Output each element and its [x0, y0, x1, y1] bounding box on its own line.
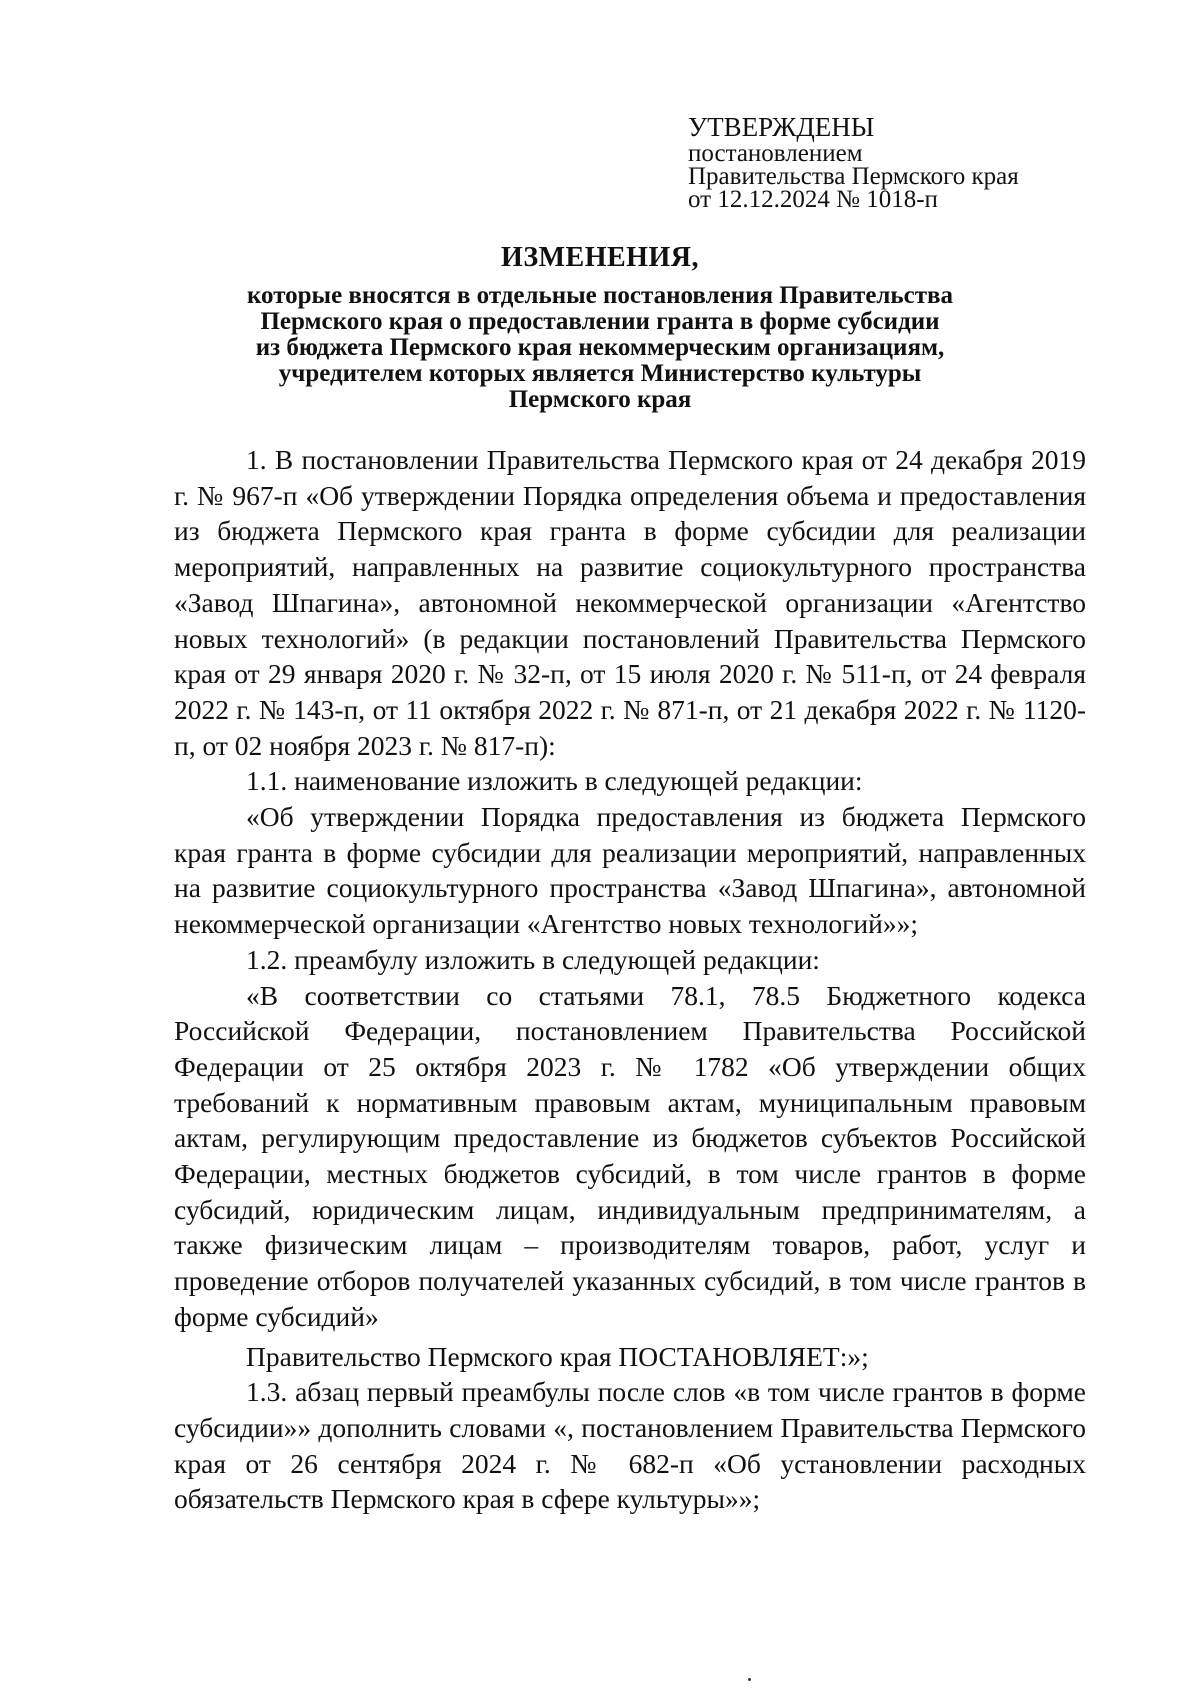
approval-line-1: постановлением: [688, 140, 863, 167]
paragraph-1-1-text: «Об утверждении Порядка предоставления из бюджета Пермского края гранта в форме субсидии для реализации мероприятий, направленных на развитие социокультурного пространства «Завод Шпагина», автономной некоммерческой организации «Агентство новых технологий»»;: [174, 801, 1086, 940]
subtitle-line: Пермского края о предоставлении гранта в форме субсидии: [260, 308, 940, 335]
approval-title: УТВЕРЖДЕНЫ: [688, 112, 875, 142]
approval-stamp: [688, 112, 1019, 211]
document-subtitle: [180, 283, 1020, 413]
paragraph-1: 1. В постановлении Правительства Пермского края от 24 декабря 2019 г. № 967-п «Об утверждении Порядка определения объема и предоставления из бюджета Пермского края гранта в форме субсидии для реализации мероприятий, направленных на развитие социокультурного пространства «Завод Шпагина», автономной некоммерческой организации «Агентство новых технологий» (в редакции постановлений Правительства Пермского края от 29 января 2020 г. № 32-п, от 15 июля 2020 г. № 511-п, от 24 февраля 2022 г. № 143-п, от 11 октября 2022 г. № 871-п, от 21 декабря 2022 г. № 1120-п, от 02 ноября 2023 г. № 817-п):: [174, 444, 1086, 761]
subtitle-line: которые вносятся в отдельные постановления Правительства: [246, 282, 954, 309]
subtitle-line: учредителем которых является Министерство культуры: [278, 360, 922, 387]
paragraph-1-2: 1.2. преамбулу изложить в следующей редакции:: [246, 943, 820, 975]
approval-line-2: Правительства Пермского края: [688, 163, 1019, 190]
scan-speck: [748, 1678, 751, 1681]
subtitle-line: из бюджета Пермского края некоммерческим организациям,: [255, 334, 945, 361]
paragraph-resolution: Правительство Пермского края ПОСТАНОВЛЯЕТ:»;: [246, 1340, 869, 1372]
document-body: [174, 442, 1086, 1517]
paragraph-1-1: 1.1. наименование изложить в следующей редакции:: [246, 765, 863, 797]
paragraph-1-2-text: «В соответствии со статьями 78.1, 78.5 Бюджетного кодекса Российской Федерации, постановлением Правительства Российской Федерации от 25 октября 2023 г. № 1782 «Об утверждении общих требований к нормативным правовым актам, муниципальным правовым актам, регулирующим предоставление из бюджетов субъектов Российской Федерации, местных бюджетов субсидий, в том числе грантов в форме субсидий, юридическим лицам, индивидуальным предпринимателям, а также физическим лицам – производителям товаров, работ, услуг и проведение отборов получателей указанных субсидий, в том числе грантов в форме субсидий»: [174, 979, 1086, 1332]
subtitle-line: Пермского края: [508, 386, 692, 413]
document-title: ИЗМЕНЕНИЯ,: [501, 242, 699, 273]
approval-line-3: от 12.12.2024 № 1018-п: [688, 186, 938, 213]
paragraph-1-3: 1.3. абзац первый преамбулы после слов «в том числе грантов в форме субсидии»» дополнить словами «, постановлением Правительства Пермского края от 26 сентября 2024 г. № 682-п «Об установлении расходных обязательств Пермского края в сфере культуры»»;: [174, 1376, 1086, 1515]
